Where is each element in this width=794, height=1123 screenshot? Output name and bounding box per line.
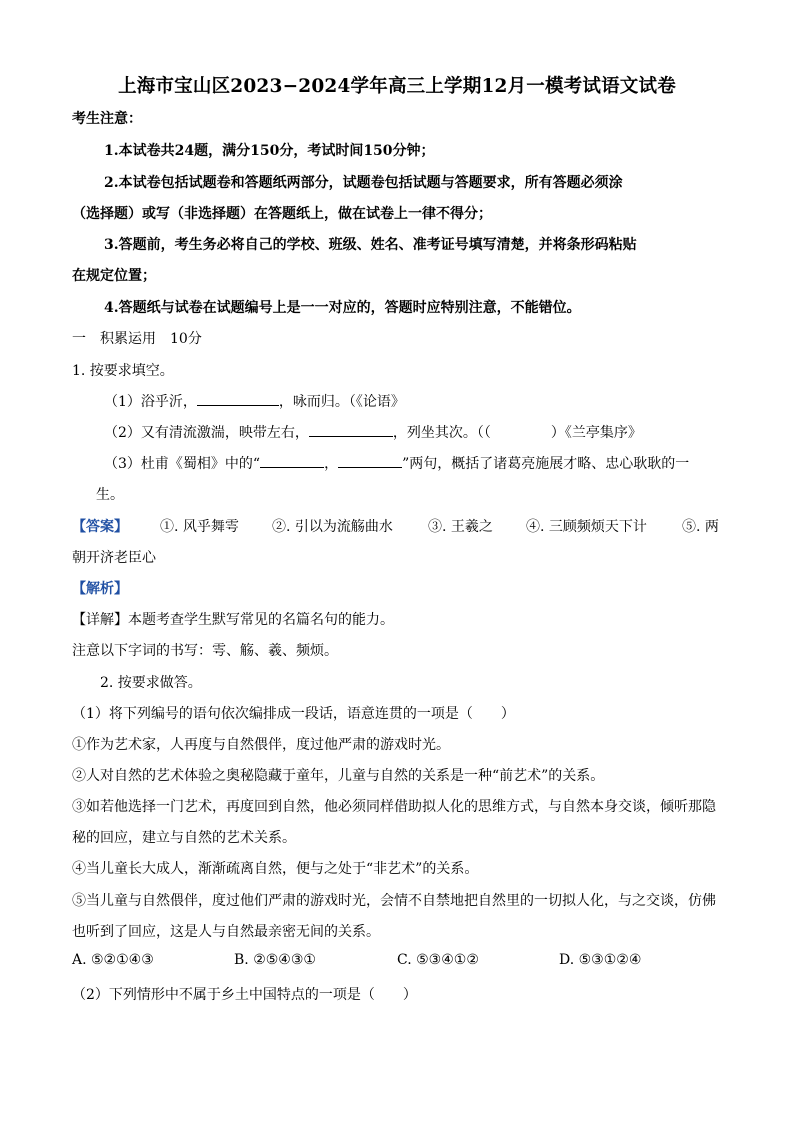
option-d[interactable]: D. ⑤③①②④ — [559, 952, 642, 968]
analysis-row — [72, 578, 128, 598]
question-1-sub-3-cont: 生。 — [96, 487, 124, 503]
analysis-detail: 【详解】本题考查学生默写常见的名篇名句的能力。 — [72, 612, 394, 628]
sub-1-suffix: ，咏而归。（《论语》 — [278, 394, 405, 410]
notice-heading: 考生注意： — [72, 111, 142, 127]
blank-5[interactable] — [338, 466, 402, 468]
sentence-1: ①作为艺术家，人再度与自然偎伴，度过他严肃的游戏时光。 — [72, 737, 450, 753]
answer-row — [72, 516, 128, 536]
sub-2-mid: ，列坐其次。（（ — [392, 425, 491, 441]
option-b[interactable]: B. ②⑤④③① — [234, 952, 316, 968]
sub-3-suffix: ”两句，概括了诸葛亮施展才略、忠心耿耿的一 — [402, 456, 690, 472]
answer-item-2: ②. 引以为流觞曲水 — [272, 519, 393, 535]
question-2-sub-1: （1）将下列编号的语句依次编排成一段话，语意连贯的一项是（ ） — [72, 706, 515, 722]
question-1-stem: 1. 按要求填空。 — [72, 363, 174, 379]
page-title: 上海市宝山区2023−2024学年高三上学期12月一模考试语文试卷 — [118, 76, 676, 97]
sentence-3-cont: 秘的回应，建立与自然的艺术关系。 — [72, 830, 296, 846]
answer-cont: 朝开济老臣心 — [72, 550, 156, 566]
notice-item-2: 2.本试卷包括试题卷和答题纸两部分，试题卷包括试题与答题要求，所有答题必须涂 — [104, 175, 623, 191]
notice-item-4: 4.答题纸与试卷在试题编号上是一一对应的，答题时应特别注意，不能错位。 — [104, 300, 581, 316]
answer-item-1: ①. 风乎舞雩 — [160, 519, 239, 535]
blank-1[interactable] — [197, 404, 279, 406]
sentence-4: ④当儿童长大成人，渐渐疏离自然，便与之处于“非艺术”的关系。 — [72, 861, 479, 877]
sentence-3: ③如若他选择一门艺术，再度回到自然，他必须同样借助拟人化的思维方式，与自然本身交谈，倾听那隐 — [72, 799, 716, 815]
question-1-sub-3 — [104, 453, 689, 473]
answer-item-3: ③. 王羲之 — [428, 519, 493, 535]
notice-item-3: 3.答题前，考生务必将自己的学校、班级、姓名、准考证号填写清楚，并将条形码粘贴 — [104, 237, 637, 253]
blank-4[interactable] — [260, 466, 324, 468]
sub-2-suffix: ）《兰亭集序》 — [550, 425, 642, 441]
analysis-tag: 【解析】 — [72, 581, 128, 597]
sentence-2: ②人对自然的艺术体验之奥秘隐藏于童年，儿童与自然的关系是一种“前艺术”的关系。 — [72, 768, 605, 784]
question-2-stem: 2. 按要求做答。 — [100, 675, 202, 691]
answer-item-4: ④. 三顾频烦天下计 — [526, 519, 647, 535]
sentence-5-cont: 也听到了回应，这是人与自然最亲密无间的关系。 — [72, 924, 380, 940]
sub-3-comma: ， — [324, 456, 339, 472]
option-a[interactable]: A. ⑤②①④③ — [72, 952, 154, 968]
sub-1-prefix: （1）浴乎沂， — [104, 394, 197, 410]
blank-2[interactable] — [309, 435, 393, 437]
notice-item-2-cont: （选择题）或写（非选择题）在答题纸上，做在试卷上一律不得分； — [72, 206, 492, 222]
notice-item-3-cont: 在规定位置； — [72, 268, 156, 284]
question-1-sub-1 — [104, 391, 405, 411]
sentence-5: ⑤当儿童与自然偎伴，度过他们严肃的游戏时光，会情不自禁地把自然里的一切拟人化，与之交谈，仿佛 — [72, 893, 716, 909]
option-c[interactable]: C. ⑤③④①② — [397, 952, 479, 968]
analysis-note: 注意以下字词的书写：雩、觞、羲、频烦。 — [72, 643, 338, 659]
notice-item-1: 1.本试卷共24题，满分150分，考试时间150分钟； — [104, 143, 435, 159]
question-2-sub-2: （2）下列情形中不属于乡土中国特点的一项是（ ） — [72, 987, 417, 1003]
section-heading: 一 积累运用 10分 — [72, 331, 202, 347]
sub-3-prefix: （3）杜甫《蜀相》中的“ — [104, 456, 261, 472]
sub-2-prefix: （2）又有清流激湍，映带左右， — [104, 425, 309, 441]
answer-tag: 【答案】 — [72, 519, 128, 535]
question-1-sub-2 — [104, 422, 642, 442]
answer-item-5: ⑤. 两 — [682, 519, 719, 535]
